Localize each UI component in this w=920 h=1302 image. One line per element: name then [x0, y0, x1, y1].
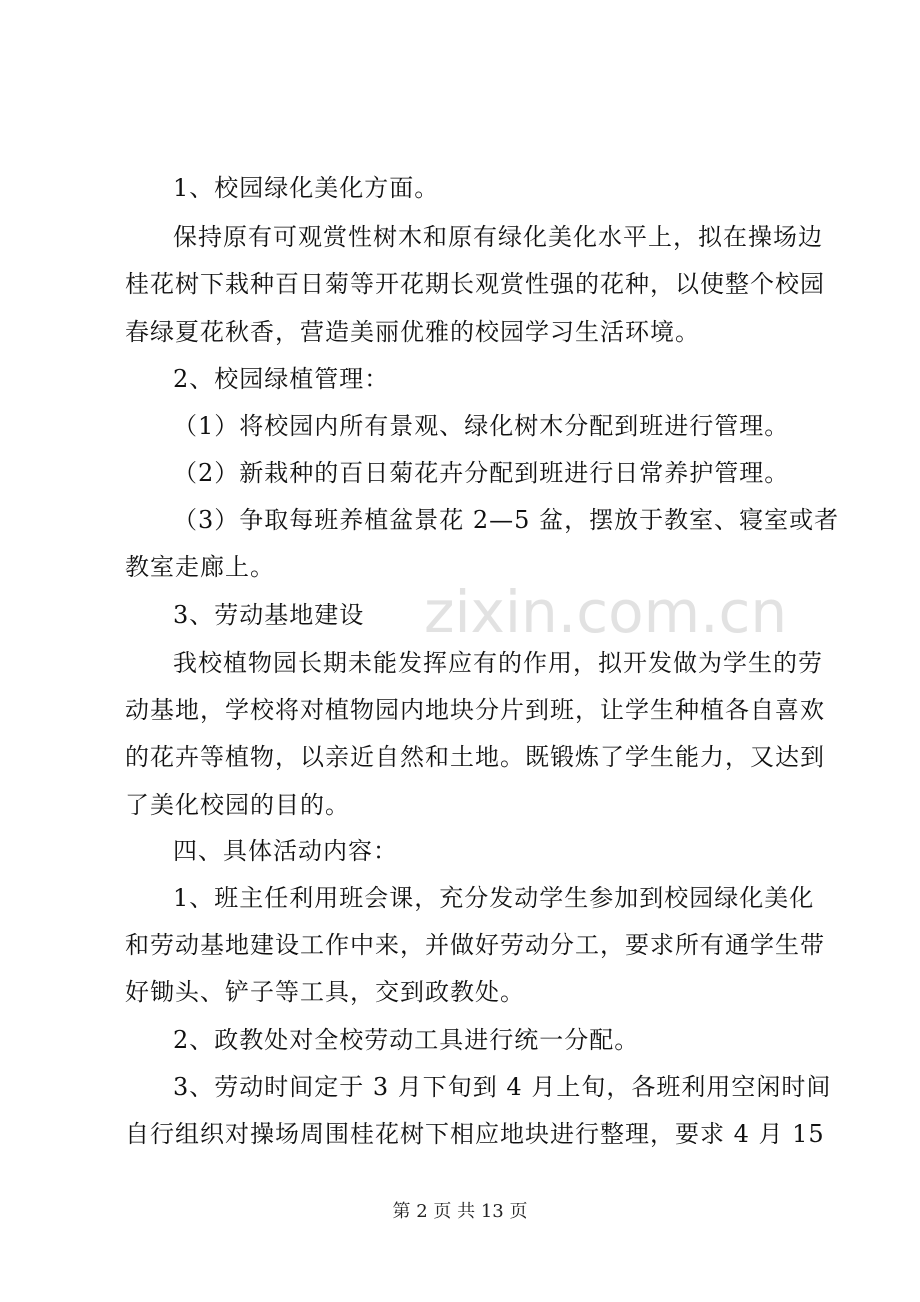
- paragraph-line: 保持原有可观赏性树木和原有绿化美化水平上，拟在操场边: [173, 223, 823, 251]
- section-heading-greening: 1、校园绿化美化方面。: [173, 174, 440, 202]
- paragraph-line: 3、劳动时间定于 3 月下旬到 4 月上旬，各班利用空闲时间: [173, 1073, 832, 1101]
- paragraph-line: 自行组织对操场周围桂花树下相应地块进行整理，要求 4 月 15: [125, 1120, 825, 1148]
- paragraph-line: 和劳动基地建设工作中来，并做好劳动分工，要求所有通学生带: [125, 931, 825, 959]
- paragraph-line: 动基地，学校将对植物园内地块分片到班，让学生种植各自喜欢: [125, 696, 825, 724]
- page-number-footer: 第 2 页 共 13 页: [392, 1201, 528, 1222]
- section-heading-plant-management: 2、校园绿植管理：: [173, 365, 390, 393]
- paragraph-line: 好锄头、铲子等工具，交到政教处。: [125, 978, 525, 1006]
- paragraph-line: 1、班主任利用班会课，充分发动学生参加到校园绿化美化: [173, 884, 815, 912]
- paragraph-line: 桂花树下栽种百日菊等开花期长观赏性强的花种，以使整个校园: [125, 270, 825, 298]
- paragraph-line: 了美化校园的目的。: [125, 791, 350, 819]
- watermark: zixin.com.cn: [424, 578, 788, 646]
- list-item: （3）争取每班养植盆景花 2—5 盆，摆放于教室、寝室或者: [173, 506, 840, 534]
- list-item: （2）新栽种的百日菊花卉分配到班进行日常养护管理。: [173, 459, 790, 487]
- section-heading-labor-base: 3、劳动基地建设: [173, 601, 365, 629]
- list-item-continued: 教室走廊上。: [125, 553, 275, 581]
- paragraph-line: 的花卉等植物，以亲近自然和土地。既锻炼了学生能力，又达到: [125, 743, 825, 771]
- list-item: （1）将校园内所有景观、绿化树木分配到班进行管理。: [173, 412, 790, 440]
- paragraph-line: 我校植物园长期未能发挥应有的作用，拟开发做为学生的劳: [173, 649, 823, 677]
- section-heading-activities: 四、具体活动内容：: [173, 837, 398, 865]
- paragraph-line: 2、政教处对全校劳动工具进行统一分配。: [173, 1026, 640, 1054]
- paragraph-line: 春绿夏花秋香，营造美丽优雅的校园学习生活环境。: [125, 318, 700, 346]
